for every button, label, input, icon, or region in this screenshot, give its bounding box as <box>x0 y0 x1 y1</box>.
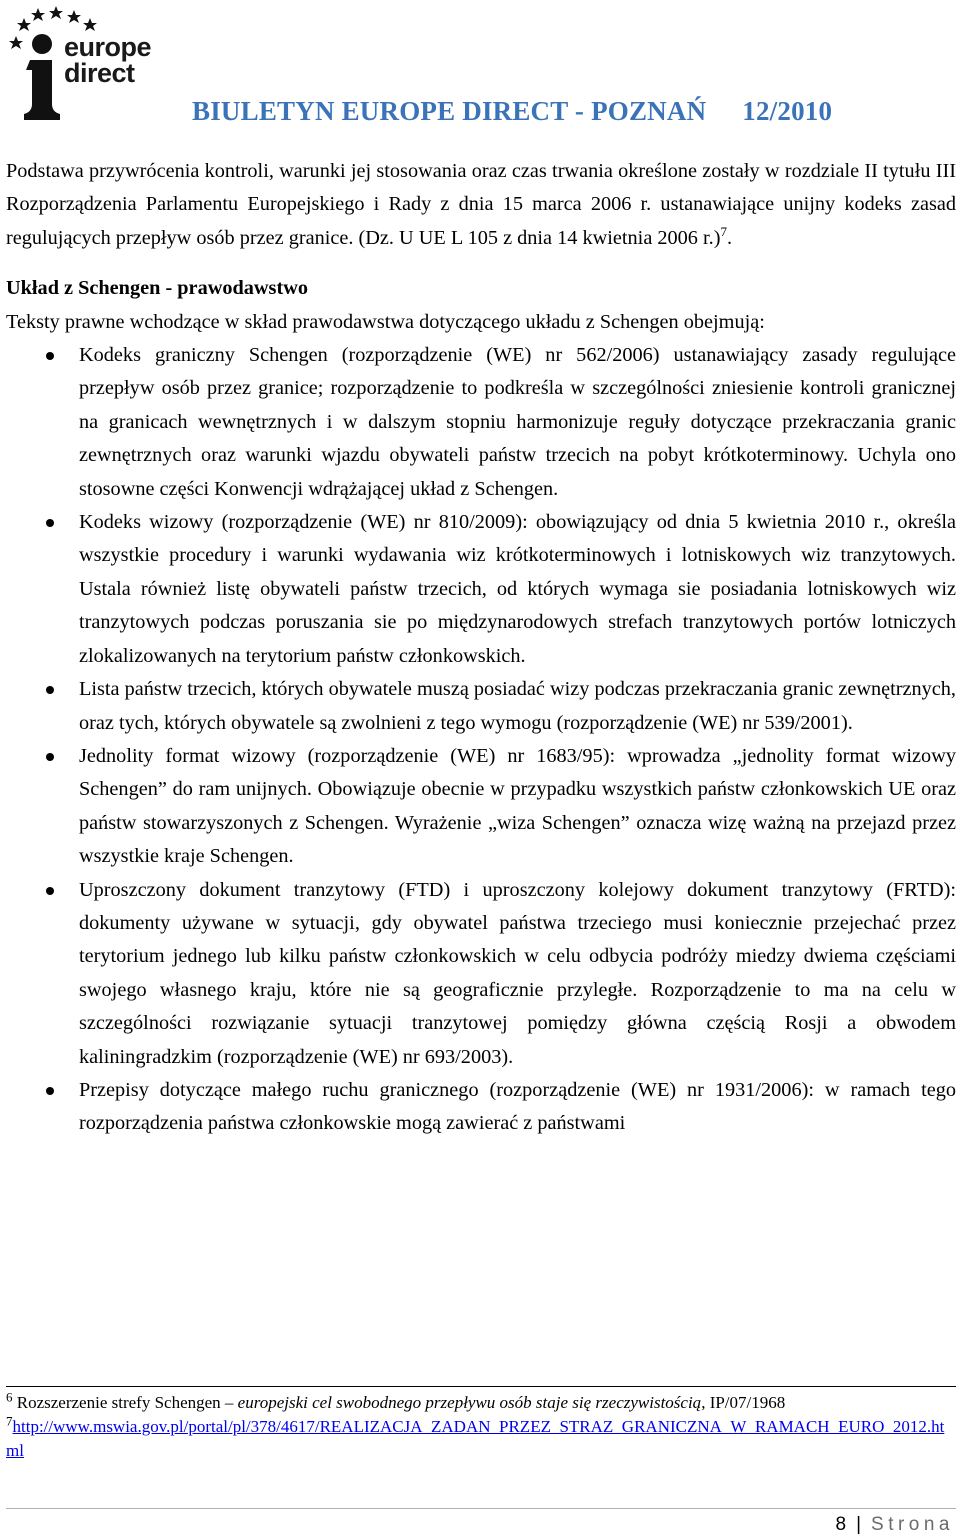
europe-direct-logo <box>8 4 158 124</box>
footnote-7-link[interactable]: http://www.mswia.gov.pl/portal/pl/378/4617/REALIZACJA_ZADAN_PRZEZ_STRAZ_GRANICZNA_W_RAMACH_EURO_2012.html <box>6 1417 945 1460</box>
page-footer-divider <box>6 1508 956 1509</box>
legislation-list <box>6 339 956 1141</box>
footnote-7 <box>6 1415 956 1463</box>
list-item: Kodeks graniczny Schengen (rozporządzenie (WE) nr 562/2006) ustanawiający zasady regulujące przepływ osób przez granice; rozporządzenie to podkreśla w szczególności zniesienie kontroli granicznej na granicach wewnętrznych i w dalszym stopniu harmonizuje reguły dotyczące przekraczania granic zewnętrznych oraz warunki wjazdu obywateli państw trzecich na pobyt krótkoterminowy. Uchyla ono stosowne części Konwencji wdrążającej układ z Schengen. <box>6 339 956 506</box>
section-lead: Teksty prawne wchodzące w skład prawodawstwa dotyczącego układu z Schengen obejmują: <box>6 310 765 333</box>
list-item: Jednolity format wizowy (rozporządzenie (WE) nr 1683/95): wprowadza „jednolity format wizowy Schengen” do ram unijnych. Obowiązuje obecnie w przypadku wszystkich państw członkowskich UE oraz państw stowarzyszonych z Schengen. Wyrażenie „wiza Schengen” oznacza wizę ważną na przejazd przez wszystkie kraje Schengen. <box>6 740 956 874</box>
footnote-6 <box>6 1391 956 1415</box>
page-number-value: 8 <box>835 1514 847 1535</box>
logo-line-2: direct <box>64 58 135 88</box>
page-number-separator: | <box>856 1514 862 1535</box>
footnote-ref-7[interactable]: 7 <box>720 224 727 240</box>
footnotes <box>6 1386 956 1463</box>
section-heading: Układ z Schengen - prawodawstwo <box>6 277 308 300</box>
intro-text: Podstawa przywrócenia kontroli, warunki jej stosowania oraz czas trwania określone zostały w rozdziale II tytułu III Rozporządzenia Parlamentu Europejskiego i Rady z dnia 15 marca 2006 r. ustanawiające unijny kodeks zasad regulujących przepływ osób przez granice. (Dz. U UE L 105 z dnia 14 kwietnia 2006 r.) <box>6 160 956 249</box>
page-number <box>836 1514 955 1536</box>
intro-paragraph <box>6 155 956 255</box>
footnote-divider <box>6 1386 956 1387</box>
page-number-label: Strona <box>871 1514 954 1535</box>
footnote-6-text: Rozszerzenie strefy Schengen – <box>16 1393 238 1412</box>
bulletin-title: BIULETYN EUROPE DIRECT - POZNAŃ <box>192 96 707 126</box>
footnote-6-number: 6 <box>6 1389 13 1405</box>
footnote-6-italic: europejski cel swobodnego przepływu osób staje się rzeczywistością <box>237 1393 702 1412</box>
bulletin-issue: 12/2010 <box>742 96 833 126</box>
intro-end: . <box>726 226 733 249</box>
list-item: Przepisy dotyczące małego ruchu granicznego (rozporządzenie (WE) nr 1931/2006): w ramach tego rozporządzenia państwa członkowskie mogą zawierać z państwami <box>6 1074 956 1141</box>
footnote-6-tail: , IP/07/1968 <box>701 1393 786 1412</box>
list-item: Uproszczony dokument tranzytowy (FTD) i uproszczony kolejowy dokument tranzytowy (FRTD): dokumenty używane w sytuacji, gdy obywatel państwa trzeciego musi koniecznie przejechać przez terytorium jednego lub kilku państw członkowskich w celu odbycia podróży miedzy dwiema częściami swojego własnego kraju, które nie są geograficznie przyległe. Rozporządzenie to ma na celu w szczególności rozwiązanie sytuacji tranzytowej pomiędzy główna częścią Rosji a obwodem kaliningradzkim (rozporządzenie (WE) nr 693/2003). <box>6 874 956 1074</box>
list-item: Lista państw trzecich, których obywatele muszą posiadać wizy podczas przekraczania granic zewnętrznych, oraz tych, których obywatele są zwolnieni z tego wymogu (rozporządzenie (WE) nr 539/2001). <box>6 673 956 740</box>
logo-line-1: europe <box>64 32 152 62</box>
main-content <box>6 155 956 1141</box>
bulletin-header <box>192 96 832 127</box>
list-item: Kodeks wizowy (rozporządzenie (WE) nr 810/2009): obowiązujący od dnia 5 kwietnia 2010 r., określa wszystkie procedury i warunki wydawania wiz krótkoterminowych i lotniskowych wiz tranzytowych. Ustala również listę obywateli państw trzecich, od których wymaga sie posiadania lotniskowych wiz tranzytowych podczas poruszania sie po międzynarodowych strefach tranzytowych portów lotniczych zlokalizowanych na terytorium państw członkowskich. <box>6 506 956 673</box>
footnote-7-number: 7 <box>6 1413 13 1429</box>
